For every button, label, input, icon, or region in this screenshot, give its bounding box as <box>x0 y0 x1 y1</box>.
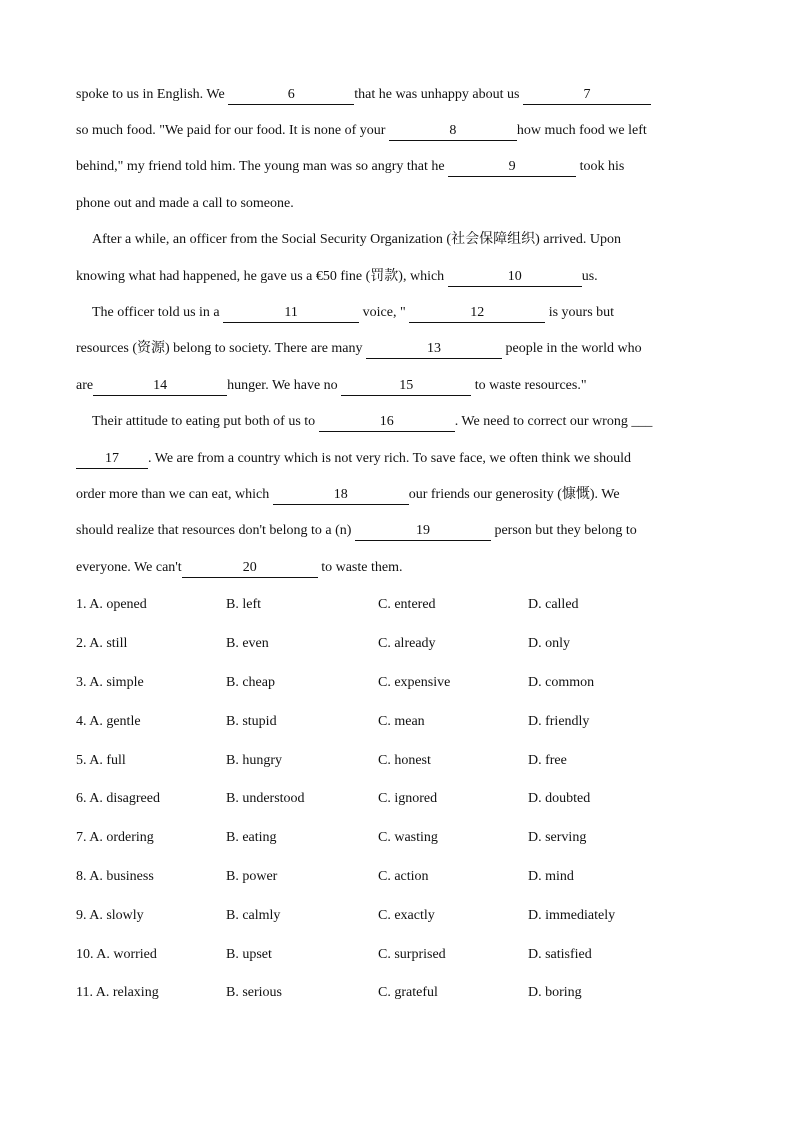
passage-line-3 <box>76 157 716 177</box>
passage-text: . We need to correct our wrong ___ <box>454 414 653 429</box>
option-a[interactable]: 4. A. gentle <box>76 714 141 729</box>
passage-text: knowing what had happened, he gave us a €50 fine (罚款), which <box>76 269 448 284</box>
option-a[interactable]: 3. A. simple <box>76 675 144 690</box>
passage-text: us. <box>581 269 598 284</box>
passage-line-14 <box>76 558 716 578</box>
option-d[interactable]: D. mind <box>528 869 574 884</box>
question-row-3 <box>76 673 726 693</box>
option-a[interactable]: 5. A. full <box>76 753 126 768</box>
passage-text: person but they belong to <box>490 523 637 538</box>
passage-text: voice, " <box>359 305 410 320</box>
passage-text: are <box>76 378 94 393</box>
blank-8[interactable]: 8 <box>389 123 517 141</box>
blank-15[interactable]: 15 <box>341 378 471 396</box>
blank-14[interactable]: 14 <box>93 378 227 396</box>
option-d[interactable]: D. called <box>528 597 579 612</box>
option-d[interactable]: D. serving <box>528 830 587 845</box>
option-c[interactable]: C. expensive <box>378 675 451 690</box>
passage-line-4 <box>76 194 716 214</box>
option-c[interactable]: C. ignored <box>378 791 438 806</box>
option-a[interactable]: 10. A. worried <box>76 947 157 962</box>
question-row-2 <box>76 634 726 654</box>
question-row-5 <box>76 751 726 771</box>
passage-text: resources (资源) belong to society. There are many <box>76 341 367 356</box>
option-c[interactable]: C. action <box>378 869 429 884</box>
option-b[interactable]: B. understood <box>226 791 305 806</box>
option-b[interactable]: B. even <box>226 636 269 651</box>
passage-line-5 <box>92 230 716 250</box>
passage-text: took his <box>576 159 625 174</box>
blank-20[interactable]: 20 <box>182 560 318 578</box>
passage-text: to waste resources." <box>471 378 587 393</box>
option-b[interactable]: B. hungry <box>226 753 282 768</box>
option-c[interactable]: C. already <box>378 636 436 651</box>
option-d[interactable]: D. friendly <box>528 714 590 729</box>
question-row-8 <box>76 867 726 887</box>
passage-line-10 <box>92 412 716 432</box>
passage-text: how much food we left <box>516 123 647 138</box>
option-d[interactable]: D. only <box>528 636 570 651</box>
passage-text: spoke to us in English. We <box>76 87 229 102</box>
passage-line-9 <box>76 376 716 396</box>
option-b[interactable]: B. stupid <box>226 714 277 729</box>
option-a[interactable]: 6. A. disagreed <box>76 791 160 806</box>
option-d[interactable]: D. doubted <box>528 791 591 806</box>
question-row-6 <box>76 789 726 809</box>
passage-text: . We are from a country which is not very rich. To save face, we often think we should <box>148 451 631 466</box>
option-d[interactable]: D. boring <box>528 985 582 1000</box>
question-row-7 <box>76 828 726 848</box>
option-c[interactable]: C. mean <box>378 714 425 729</box>
passage-text: Their attitude to eating put both of us to <box>92 414 319 429</box>
passage-text: everyone. We can't <box>76 560 182 575</box>
option-d[interactable]: D. immediately <box>528 908 616 923</box>
passage-text: hunger. We have no <box>227 378 342 393</box>
blank-18[interactable]: 18 <box>273 487 409 505</box>
option-c[interactable]: C. surprised <box>378 947 446 962</box>
blank-16[interactable]: 16 <box>319 414 455 432</box>
option-c[interactable]: C. honest <box>378 753 431 768</box>
blank-9[interactable]: 9 <box>448 159 576 177</box>
blank-19[interactable]: 19 <box>355 523 491 541</box>
option-d[interactable]: D. satisfied <box>528 947 592 962</box>
blank-11[interactable]: 11 <box>223 305 359 323</box>
question-row-10 <box>76 945 726 965</box>
option-a[interactable]: 11. A. relaxing <box>76 985 159 1000</box>
option-a[interactable]: 9. A. slowly <box>76 908 144 923</box>
question-row-1 <box>76 595 726 615</box>
passage-text: is yours but <box>545 305 615 320</box>
option-c[interactable]: C. grateful <box>378 985 438 1000</box>
question-row-4 <box>76 712 726 732</box>
passage-text: behind," my friend told him. The young man was so angry that he <box>76 159 449 174</box>
passage-line-6 <box>76 267 716 287</box>
passage-text: so much food. "We paid for our food. It is none of your <box>76 123 389 138</box>
option-a[interactable]: 1. A. opened <box>76 597 147 612</box>
question-row-9 <box>76 906 726 926</box>
blank-10[interactable]: 10 <box>448 269 582 287</box>
passage-line-11 <box>76 449 716 469</box>
option-b[interactable]: B. power <box>226 869 278 884</box>
option-b[interactable]: B. eating <box>226 830 277 845</box>
option-d[interactable]: D. common <box>528 675 595 690</box>
blank-12[interactable]: 12 <box>409 305 545 323</box>
option-a[interactable]: 8. A. business <box>76 869 154 884</box>
blank-6[interactable]: 6 <box>228 87 354 105</box>
blank-13[interactable]: 13 <box>366 341 502 359</box>
passage-line-7 <box>92 303 716 323</box>
option-d[interactable]: D. free <box>528 753 567 768</box>
blank-17[interactable]: 17 <box>76 451 148 469</box>
passage-line-12 <box>76 485 716 505</box>
passage-text: phone out and made a call to someone. <box>76 196 294 211</box>
passage-text: our friends our generosity (慷慨). We <box>408 487 620 502</box>
option-c[interactable]: C. wasting <box>378 830 438 845</box>
passage-text: should realize that resources don't belong to a (n) <box>76 523 355 538</box>
option-c[interactable]: C. entered <box>378 597 436 612</box>
option-a[interactable]: 7. A. ordering <box>76 830 154 845</box>
option-a[interactable]: 2. A. still <box>76 636 128 651</box>
option-b[interactable]: B. cheap <box>226 675 275 690</box>
passage-text: to waste them. <box>317 560 403 575</box>
question-row-11 <box>76 983 726 1003</box>
passage-text: that he was unhappy about us <box>354 87 523 102</box>
passage-text: The officer told us in a <box>92 305 224 320</box>
option-b[interactable]: B. serious <box>226 985 282 1000</box>
option-c[interactable]: C. exactly <box>378 908 435 923</box>
passage-line-2 <box>76 121 716 141</box>
passage-line-13 <box>76 521 716 541</box>
option-b[interactable]: B. left <box>226 597 261 612</box>
option-b[interactable]: B. calmly <box>226 908 281 923</box>
blank-7[interactable]: 7 <box>523 87 651 105</box>
passage-text: people in the world who <box>502 341 642 356</box>
passage-text: order more than we can eat, which <box>76 487 273 502</box>
option-b[interactable]: B. upset <box>226 947 272 962</box>
passage-line-1 <box>76 85 716 105</box>
passage-line-8 <box>76 339 716 359</box>
passage-text: After a while, an officer from the Social Security Organization (社会保障组织) arrived. Upon <box>92 232 621 247</box>
